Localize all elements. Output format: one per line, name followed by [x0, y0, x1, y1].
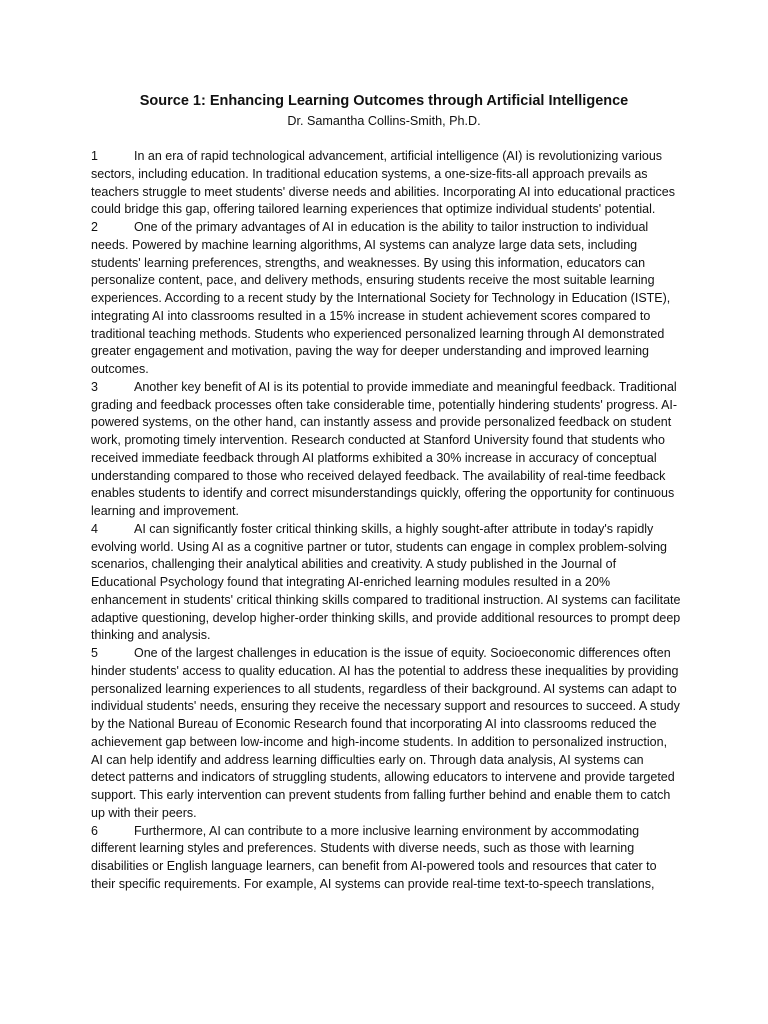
paragraph-number: 5: [91, 646, 98, 660]
paragraph-number: 6: [91, 823, 98, 838]
paragraph-number: 4: [91, 521, 98, 536]
paragraph-3: [91, 379, 681, 521]
paragraph-2: [91, 219, 681, 379]
paragraph-text: One of the largest challenges in education is the issue of equity. Socioeconomic differences often hinder students' access to quality education. AI has the potential to address these inequalities by providing personalized learning experiences to all students, regardless of their background. AI systems can adapt to individual students' needs, ensuring they receive the necessary support and resources to succeed. A study by the National Bureau of Economic Research found that incorporating AI into classrooms reduced the achievement gap between low-income and high-income students. In addition to personalized instruction, AI can help identify and address learning difficulties early on. Through data analysis, AI systems can detect patterns and indicators of struggling students, allowing educators to intervene and provide targeted support. This early intervention can prevent students from falling further behind and enable them to catch up with their peers.: [91, 646, 680, 820]
paragraph-text: One of the primary advantages of AI in education is the ability to tailor instruction to individual needs. Powered by machine learning algorithms, AI systems can analyze large data sets, including students' learning preferences, strengths, and weaknesses. By using this information, educators can personalize content, pace, and delivery methods, ensuring students receive the most suitable learning experiences. According to a recent study by the International Society for Technology in Education (ISTE), integrating AI into classrooms resulted in a 15% increase in student achievement scores compared to traditional teaching methods. Students who experienced personalized learning through AI demonstrated greater engagement and motivation, paving the way for deeper understanding and improved learning outcomes.: [91, 220, 671, 376]
paragraph-text: Furthermore, AI can contribute to a more inclusive learning environment by accommodating different learning styles and preferences. Students with diverse needs, such as those with learning disabilities or English language learners, can benefit from AI-powered tools and resources that cater to their specific requirements. For example, AI systems can provide real-time text-to-speech translations,: [91, 823, 657, 891]
paragraph-5: [91, 645, 681, 823]
paragraph-number: 1: [91, 149, 98, 163]
paragraph-4: [91, 521, 681, 645]
paragraph-number: 2: [91, 220, 98, 234]
paragraph-1: [91, 148, 681, 219]
document-body: [91, 148, 681, 894]
paragraph-6: [91, 823, 681, 894]
paragraph-text: In an era of rapid technological advancement, artificial intelligence (AI) is revolutionizing various sectors, including education. In traditional education systems, a one-size-fits-all approach prevails as teachers struggle to meet students' diverse needs and abilities. Incorporating AI into educational practices could bridge this gap, offering tailored learning experiences that optimize individual students' potential.: [91, 149, 675, 217]
paragraph-text: AI can significantly foster critical thinking skills, a highly sought-after attribute in today's rapidly evolving world. Using AI as a cognitive partner or tutor, students can engage in complex problem-solving scenarios, challenging their analytical abilities and creativity. A study published in the Journal of Educational Psychology found that integrating AI-enriched learning modules resulted in a 20% enhancement in students' critical thinking skills compared to traditional instruction. AI systems can facilitate adaptive questioning, develop higher-order thinking skills, and provide additional resources to prompt deep thinking and analysis.: [91, 521, 681, 643]
document-title: Source 1: Enhancing Learning Outcomes through Artificial Intelligence: [139, 93, 629, 109]
paragraph-text: Another key benefit of AI is its potential to provide immediate and meaningful feedback. Traditional grading and feedback processes often take considerable time, potentially hindering students' progress. AI-powered systems, on the other hand, can instantly assess and provide personalized feedback on student work, promoting timely intervention. Research conducted at Stanford University found that students who received immediate feedback through AI platforms exhibited a 30% increase in accuracy of conceptual understanding compared to those who received delayed feedback. The availability of real-time feedback enables students to identify and correct misunderstandings quickly, offering the opportunity for continuous learning and improvement.: [91, 379, 678, 518]
document-author: Dr. Samantha Collins-Smith, Ph.D.: [287, 114, 481, 128]
paragraph-number: 3: [91, 379, 98, 394]
